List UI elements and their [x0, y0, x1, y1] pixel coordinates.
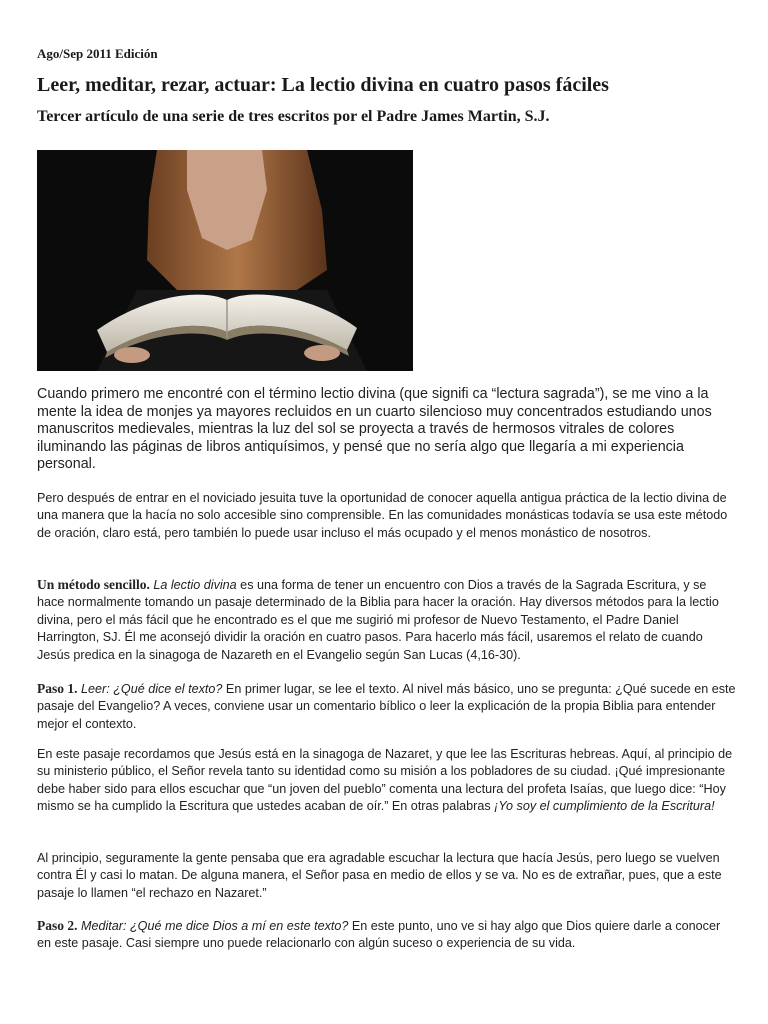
body-paragraph-step2	[37, 917, 737, 953]
paragraph-lead: Un método sencillo.	[37, 577, 150, 592]
paragraph-emphasis: La lectio divina	[153, 578, 237, 592]
body-paragraph-6: Al principio, seguramente la gente pensaba que era agradable escuchar la lectura que hacía Jesús, pero luego se vuelven contra Él y casi lo matan. De alguna manera, el Señor pasa en medio de ellos y se va. No es de extrañar, pues, que a este pasaje lo llamen “el rechazo en Nazaret.”	[37, 851, 722, 900]
step-text: En primer lugar, se lee el texto. Al nivel más básico, uno se pregunta: ¿Qué sucede en este pasaje del Evangelio? A veces, conviene usar un comentario bíblico o leer la explicación de la propia Biblia para entender mejor el contexto.	[37, 682, 736, 731]
intro-paragraph: Cuando primero me encontré con el término lectio divina (que signifi ca “lectura sagrada”), se me vino a la mente la idea de monjes ya mayores recluidos en un cuarto silencioso muy concentrados estudiando unos manuscritos medievales, mientras la luz del sol se proyecta a través de hermosos vitrales de colores iluminando las páginas de libros antiquísimos, y pensé que no sería algo que llegaría a mi experiencia personal.	[37, 386, 712, 473]
left-hand	[114, 347, 150, 363]
open-bible-photo	[37, 150, 413, 371]
body-paragraph-step1	[37, 680, 737, 733]
right-hand	[304, 345, 340, 361]
step-text: En este punto, uno ve si hay algo que Dios quiere darle a conocer en este pasaje. Casi siempre uno puede relacionarlo con algún suceso o experiencia de su vida.	[37, 919, 721, 951]
step-label: Paso 2.	[37, 918, 78, 933]
body-paragraph-2: Pero después de entrar en el noviciado jesuita tuve la oportunidad de conocer aquella antigua práctica de la lectio divina de una manera que la hacía no solo accesible sino comprensible. En las comunidades monásticas todavía se usa este método de oración, claro está, pero también lo puede usar incluso el más ocupado y el menos monástico de nosotros.	[37, 491, 728, 540]
body-paragraph-5	[37, 746, 737, 816]
open-bible-illustration	[37, 150, 413, 371]
paragraph-emphasis: ¡Yo soy el cumplimiento de la Escritura!	[494, 799, 715, 814]
paragraph-text: En este pasaje recordamos que Jesús está en la sinagoga de Nazaret, y que lee las Escrituras hebreas. Aquí, al principio de su ministerio público, el Señor revela tanto su identidad como su misión a los pobladores de su ciudad. ¡Qué impresionante debe haber sido para ellos escuchar que “un joven del pueblo” comenta una lectura del profeta Isaías, que luego dice: “Hoy mismo se ha cumplido la Escritura que ustedes acaban de oír.” En otras palabras	[37, 747, 733, 814]
edition-label: Ago/Sep 2011 Edición	[37, 46, 158, 61]
step-emphasis: Meditar: ¿Qué me dice Dios a mí en este texto?	[81, 919, 349, 933]
step-label: Paso 1.	[37, 681, 78, 696]
article-subtitle: Tercer artículo de una serie de tres escritos por el Padre James Martin, S.J.	[37, 108, 550, 125]
article-title: Leer, meditar, rezar, actuar: La lectio divina en cuatro pasos fáciles	[37, 74, 609, 96]
body-paragraph-3	[37, 576, 737, 664]
step-emphasis: Leer: ¿Qué dice el texto?	[81, 682, 223, 696]
paragraph-text: es una forma de tener un encuentro con Dios a través de la Sagrada Escritura, y se hace normalmente tomando un pasaje determinado de la Biblia para hacer la oración. Hay diversos métodos para la lectio divina, pero el más fácil que he encontrado es el que me sugirió mi profesor de Nuevo Testamento, el Padre Daniel Harrington, SJ. Él me aconsejó dividir la oración en cuatro pasos. Para hacerlo más fácil, usaremos el relato de cuando Jesús predica en la sinagoga de Nazareth en el Evangelio según San Lucas (4,16-30).	[37, 578, 719, 662]
